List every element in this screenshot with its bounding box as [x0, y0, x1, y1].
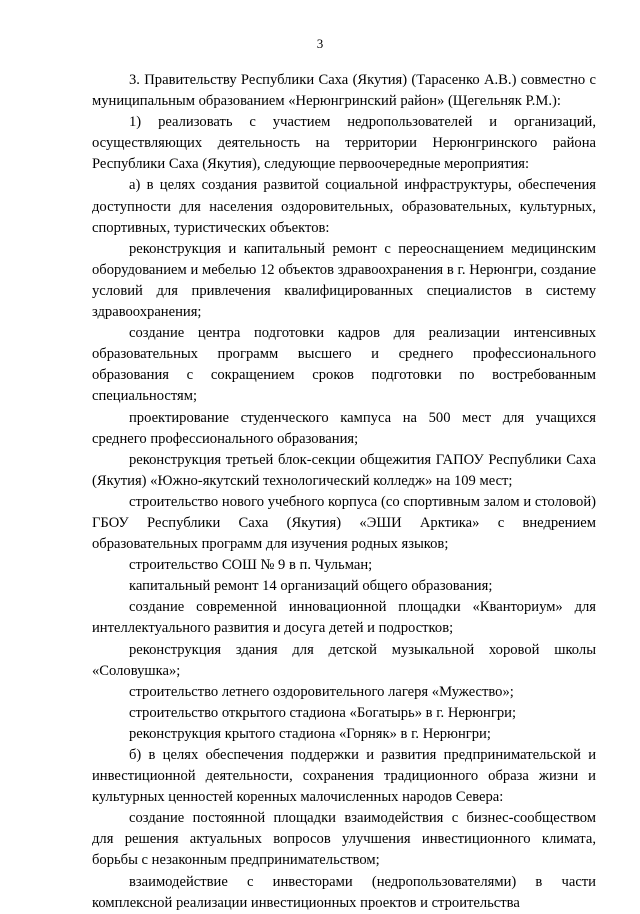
paragraph: строительство летнего оздоровительного лагеря «Мужество»; [129, 683, 514, 700]
paragraph: создание центра подготовки кадров для реализации интенсивных образовательных программ высшего и среднего профессионального образования с сокращением сроков подготовки по востребованным специальностям; [92, 325, 596, 405]
paragraph: реконструкция здания для детской музыкальной хоровой школы «Соловушка»; [92, 641, 596, 679]
paragraph: капитальный ремонт 14 организаций общего образования; [129, 578, 493, 595]
paragraph: реконструкция и капитальный ремонт с переоснащением медицинским оборудованием и мебелью 12 объектов здравоохранения в г. Нерюнгри, создание условий для привлечения квалифицированных специалистов в систему здравоохранения; [92, 240, 596, 321]
paragraph: создание современной инновационной площадки «Кванториум» для интеллектуального развития и досуга детей и подростков; [92, 599, 596, 637]
paragraph: реконструкция третьей блок-секции общежития ГАПОУ Республики Саха (Якутия) «Южно-якутский технологический колледж» на 109 мест; [92, 451, 596, 489]
paragraph: б) в целях обеспечения поддержки и развития предпринимательской и инвестиционной деятельности, сохранения традиционного образа жизни и культурных ценностей коренных малочисленных народов Севера: [92, 747, 596, 806]
paragraph: проектирование студенческого кампуса на 500 мест для учащихся среднего профессионального образования; [92, 409, 596, 447]
paragraph: 3. Правительству Республики Саха (Якутия) (Тарасенко А.В.) совместно с муниципальным образованием «Нерюнгринский район» (Щегельняк Р.М.): [92, 72, 596, 110]
paragraph: а) в целях создания развитой социальной инфраструктуры, обеспечения доступности для населения оздоровительных, образовательных, культурных, спортивных, туристических объектов: [92, 177, 596, 236]
paragraph: реконструкция крытого стадиона «Горняк» в г. Нерюнгри; [129, 725, 491, 742]
paragraph: взаимодействие с инвесторами (недропользователями) в части комплексной реализации инвестиционных проектов и строительства [92, 873, 596, 911]
page-number: 3 [316, 36, 324, 51]
paragraph: строительство нового учебного корпуса (со спортивным залом и столовой) ГБОУ Республики Саха (Якутия) «ЭШИ Арктика» с внедрением образовательных программ для изучения родных языков; [92, 493, 596, 553]
paragraph: создание постоянной площадки взаимодействия с бизнес-сообществом для решения актуальных вопросов улучшения инвестиционного климата, борьбы с незаконным предпринимательством; [92, 810, 596, 869]
document-body [92, 70, 596, 914]
paragraph: 1) реализовать с участием недропользователей и организаций, осуществляющих деятельность на территории Нерюнгринского района Республики Саха (Якутия), следующие первоочередные мероприятия: [92, 114, 596, 173]
paragraph: строительство СОШ № 9 в п. Чульман; [129, 557, 373, 574]
paragraph: строительство открытого стадиона «Богатырь» в г. Нерюнгри; [129, 704, 517, 721]
